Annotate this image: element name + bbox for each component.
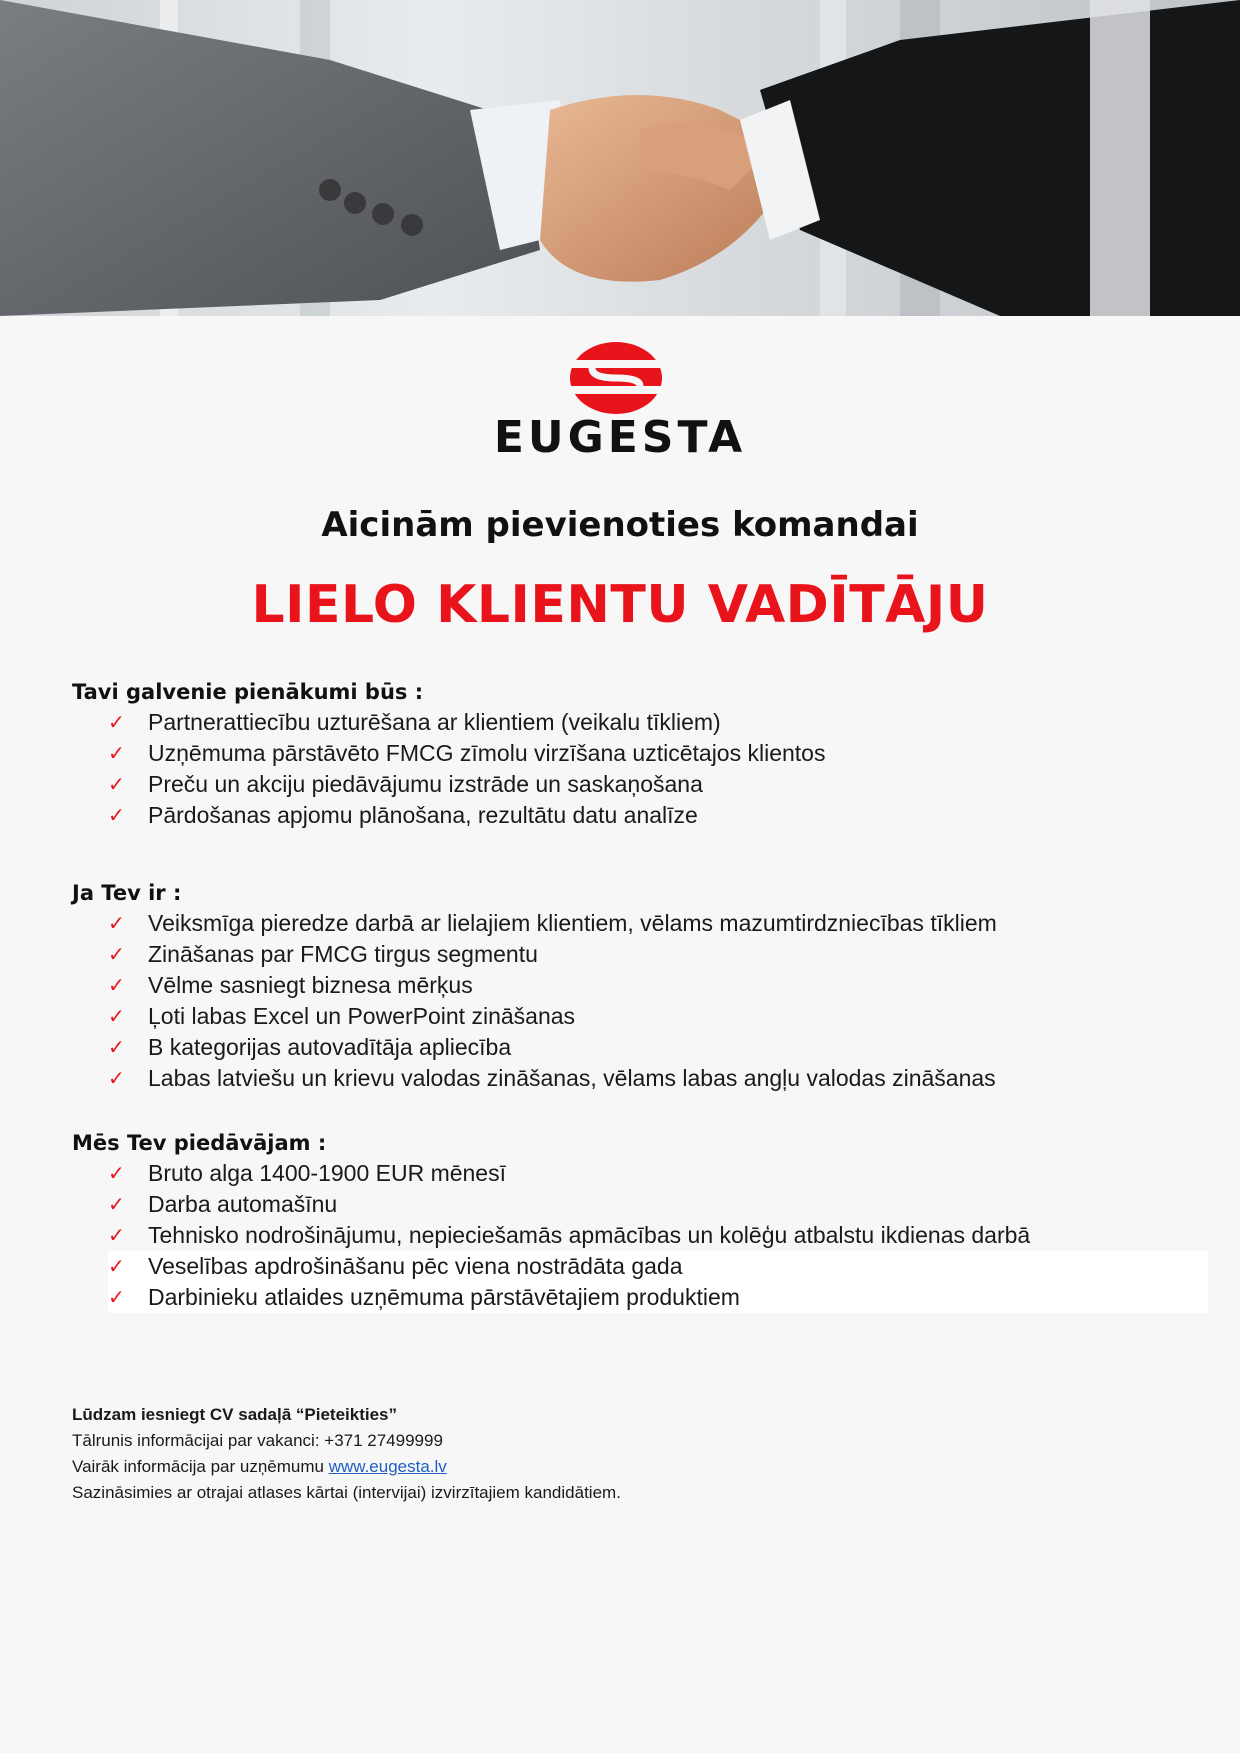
duties-section xyxy=(72,677,1192,831)
offer-heading: Mēs Tev piedāvājam : xyxy=(72,1131,327,1155)
checkmark-icon: ✓ xyxy=(108,911,125,935)
checkmark-icon: ✓ xyxy=(108,1192,125,1216)
phone-info: Tālrunis informācijai par vakanci: +371 27499999 xyxy=(72,1431,443,1450)
offer-section xyxy=(72,1128,1192,1313)
list-item: ✓ Preču un akciju piedāvājumu izstrāde un saskaņošana xyxy=(108,769,1192,800)
checkmark-icon: ✓ xyxy=(108,1035,125,1059)
checkmark-icon: ✓ xyxy=(108,1004,125,1028)
list-item: ✓ Tehnisko nodrošinājumu, nepieciešamās apmācības un kolēģu atbalstu ikdienas darbā xyxy=(108,1220,1192,1251)
list-item: ✓ Darba automašīnu xyxy=(108,1189,1192,1220)
hero-handshake-image xyxy=(0,0,1240,316)
checkmark-icon: ✓ xyxy=(108,1285,125,1309)
list-item: ✓ Partnerattiecību uzturēšana ar klientiem (veikalu tīkliem) xyxy=(108,707,1192,738)
checkmark-icon: ✓ xyxy=(108,710,125,734)
list-item: ✓ Ļoti labas Excel un PowerPoint zināšanas xyxy=(108,1001,1192,1032)
checkmark-icon: ✓ xyxy=(108,942,125,966)
intro-heading: Aicinām pievienoties komandai xyxy=(321,505,919,545)
checkmark-icon: ✓ xyxy=(108,973,125,997)
duties-heading: Tavi galvenie pienākumi būs : xyxy=(72,680,424,704)
requirements-section xyxy=(72,878,1192,1094)
checkmark-icon: ✓ xyxy=(108,772,125,796)
list-item: ✓ Vēlme sasniegt biznesa mērķus xyxy=(108,970,1192,1001)
logo-wordmark: EUGESTA xyxy=(493,412,747,463)
duties-list xyxy=(72,707,1192,831)
offer-list xyxy=(72,1158,1192,1313)
checkmark-icon: ✓ xyxy=(108,741,125,765)
checkmark-icon: ✓ xyxy=(108,803,125,827)
list-item: ✓ Uzņēmuma pārstāvēto FMCG zīmolu virzīšana uzticētajos klientos xyxy=(108,738,1192,769)
more-info: Vairāk informācija par uzņēmumu www.eugesta.lv xyxy=(72,1457,447,1476)
website-link[interactable]: www.eugesta.lv xyxy=(328,1457,447,1476)
list-item: ✓ Veselības apdrošināšanu pēc viena nostrādāta gada xyxy=(108,1251,1208,1282)
requirements-heading: Ja Tev ir : xyxy=(72,881,182,905)
list-item: ✓ Labas latviešu un krievu valodas zināšanas, vēlams labas angļu valodas zināšanas xyxy=(108,1063,1192,1094)
checkmark-icon: ✓ xyxy=(108,1254,125,1278)
list-item: ✓ Darbinieku atlaides uzņēmuma pārstāvētajiem produktiem xyxy=(108,1282,1208,1313)
list-item: ✓ Pārdošanas apjomu plānošana, rezultātu datu analīze xyxy=(108,800,1192,831)
eugesta-logo-mark-icon xyxy=(480,340,760,415)
checkmark-icon: ✓ xyxy=(108,1066,125,1090)
requirements-list xyxy=(72,908,1192,1094)
application-info xyxy=(72,1402,1072,1506)
checkmark-icon: ✓ xyxy=(108,1223,125,1247)
list-item: ✓ Bruto alga 1400-1900 EUR mēnesī xyxy=(108,1158,1192,1189)
apply-instructions: Lūdzam iesniegt CV sadaļā “Pieteikties” xyxy=(72,1405,398,1424)
position-title: LIELO KLIENTU VADĪTĀJU xyxy=(251,575,989,635)
list-item: ✓ Veiksmīga pieredze darbā ar lielajiem klientiem, vēlams mazumtirdzniecības tīkliem xyxy=(108,908,1192,939)
contact-note: Sazināsimies ar otrajai atlases kārtai (intervijai) izvirzītajiem kandidātiem. xyxy=(72,1483,621,1502)
list-item: ✓ Zināšanas par FMCG tirgus segmentu xyxy=(108,939,1192,970)
list-item: ✓ B kategorijas autovadītāja apliecība xyxy=(108,1032,1192,1063)
company-logo xyxy=(480,340,760,470)
checkmark-icon: ✓ xyxy=(108,1161,125,1185)
